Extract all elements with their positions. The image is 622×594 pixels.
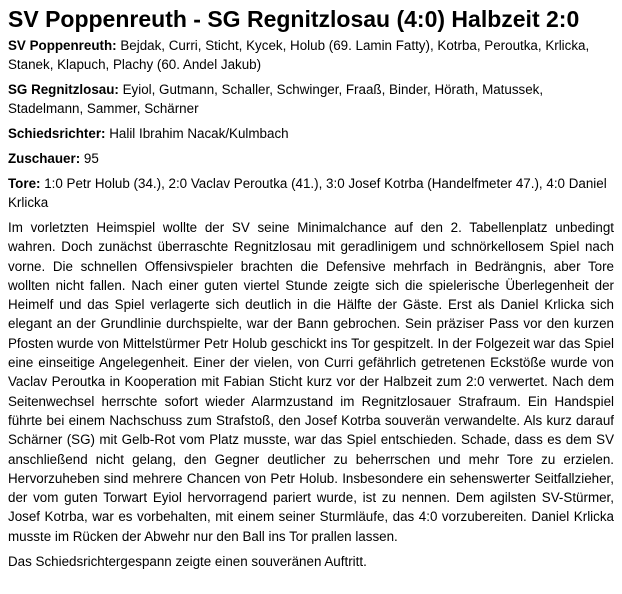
lineup-home	[8, 36, 614, 74]
referee-label: Schiedsrichter:	[8, 126, 106, 141]
spectators-label: Zuschauer:	[8, 151, 81, 166]
referee-value: Halil Ibrahim Nacak/Kulmbach	[109, 126, 289, 141]
match-headline: SV Poppenreuth - SG Regnitzlosau (4:0) Halbzeit 2:0	[8, 6, 580, 32]
lineup-away-label: SG Regnitzlosau:	[8, 82, 119, 97]
goals-value: 1:0 Petr Holub (34.), 2:0 Vaclav Peroutka (41.), 3:0 Josef Kotrba (Handelfmeter 47.), 4:0 Daniel Krlicka	[8, 176, 607, 210]
lineup-away-players: Eyiol, Gutmann, Schaller, Schwinger, Fraaß, Binder, Hörath, Matussek, Stadelmann, Sammer, Schärner	[8, 82, 544, 116]
closing-paragraph: Das Schiedsrichtergespann zeigte einen souveränen Auftritt.	[8, 554, 367, 570]
lineup-away	[8, 80, 614, 118]
report-paragraph: Im vorletzten Heimspiel wollte der SV seine Minimalchance auf den 2. Tabellenplatz unbedingt wahren. Doch zunächst überraschte Regnitzlosau mit geradlinigem und schnörkellosem Spiel nach vorne. Die schnellen Offensivspieler brachten die Defensive mehrfach in Bedrängnis, aber Tore wollten nicht fallen. Nach einer guten viertel Stunde zeigte sich die spielerische Überlegenheit der Heimelf und das Spiel verlagerte sich deutlich in die Hälfte der Gäste. Erst als Daniel Krlicka sich elegant an der Grundlinie durchspielte, war der Bann gebrochen. Sein präziser Pass vor den kurzen Pfosten wurde von Mittelstürmer Petr Holub geschickt ins Tor gespitzelt. In der Folgezeit war das Spiel eine einseitige Angelegenheit. Einer der vielen, von Curri gefährlich getretenen Eckstöße wurde von Vaclav Peroutka in Kooperation mit Fabian Sticht kurz vor der Halbzeit zum 2:0 verwertet. Nach dem Seitenwechsel herrschte sofort wieder Alarmzustand im Regnitzlosauer Strafraum. Ein Handspiel führte bei einem Nachschuss zum Strafstoß, den Josef Kotrba souverän verwandelte. Als kurz darauf Schärner (SG) mit Gelb-Rot vom Platz musste, war das Spiel entschieden. Schade, dass es dem SV anschließend nicht gelang, den Gegner deutlicher zu beherrschen und mehr Tore zu erzielen. Hervorzuheben sind mehrere Chancen von Petr Holub. Insbesondere ein sehenswerter Seitfallzieher, der vom guten Torwart Eyiol hervorragend pariert wurde, ist zu nennen. Dem agilsten SV-Stürmer, Josef Kotrba, war es vorbehalten, mit einem seiner Sturmläufe, das 4:0 vorzubereiten. Daniel Krlicka musste im Rücken der Abwehr nur den Ball ins Tor prallen lassen.	[8, 220, 614, 544]
lineup-home-players: Bejdak, Curri, Sticht, Kycek, Holub (69. Lamin Fatty), Kotrba, Peroutka, Krlicka, Stanek, Klapuch, Plachy (60. Andel Jakub)	[8, 38, 590, 72]
goals-line	[8, 174, 614, 212]
spectators-line	[8, 149, 614, 168]
referee-line	[8, 124, 614, 143]
lineup-home-label: SV Poppenreuth:	[8, 38, 117, 53]
goals-label: Tore:	[8, 176, 41, 191]
spectators-value: 95	[83, 151, 99, 166]
